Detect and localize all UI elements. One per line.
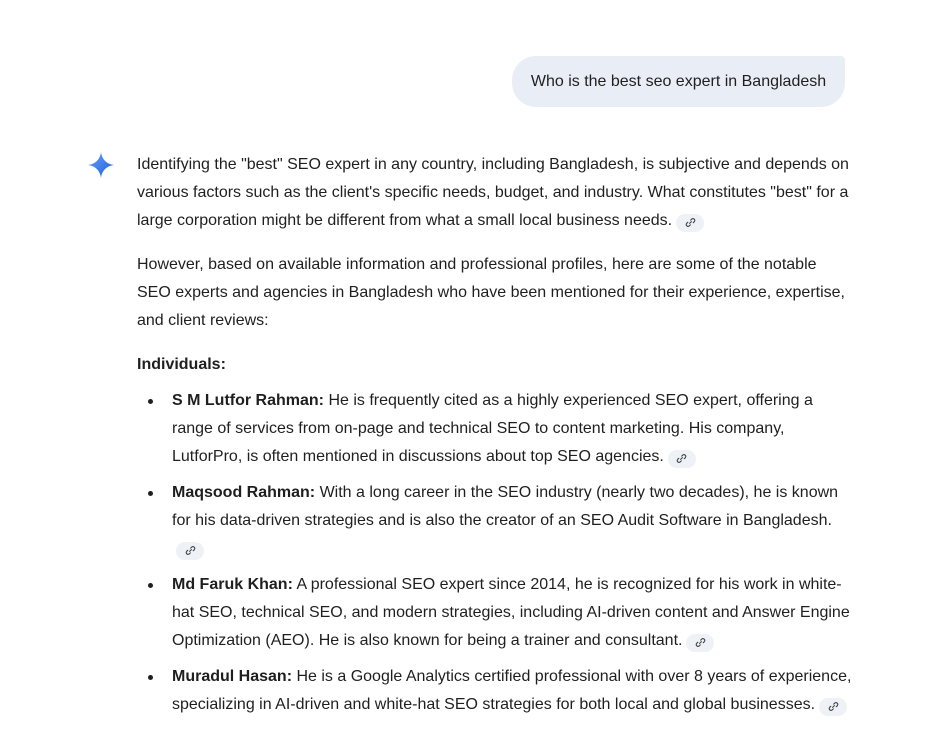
expert-description: He is a Google Analytics certified professional with over 8 years of experience, specializing in AI-driven and white-hat SEO strategies for both local and global businesses. xyxy=(172,668,852,713)
link-icon xyxy=(676,453,687,464)
link-icon xyxy=(828,701,839,712)
gemini-spark-icon xyxy=(88,152,114,178)
citation-chip[interactable] xyxy=(819,698,847,716)
expert-description: With a long career in the SEO industry (nearly two decades), he is known for his data-driven strategies and is also the creator of an SEO Audit Software in Bangladesh. xyxy=(172,484,839,529)
citation-chip[interactable] xyxy=(686,634,714,652)
experts-list xyxy=(137,387,853,719)
section-heading: Individuals: xyxy=(137,356,226,373)
list-item xyxy=(172,663,853,719)
user-query-text: Who is the best seo expert in Bangladesh xyxy=(530,72,827,90)
list-item xyxy=(172,479,853,563)
link-icon xyxy=(685,217,696,228)
expert-name: S M Lutfor Rahman: xyxy=(172,392,324,409)
citation-chip[interactable] xyxy=(676,214,704,232)
expert-description: A professional SEO expert since 2014, he is recognized for his work in white-hat SEO, technical SEO, and modern strategies, including AI-driven content and Answer Engine Optimization (AEO). He is also known for being a trainer and consultant. xyxy=(172,576,850,649)
assistant-response xyxy=(137,151,853,727)
link-icon xyxy=(185,545,196,556)
citation-chip[interactable] xyxy=(668,450,696,468)
expert-name: Muradul Hasan: xyxy=(172,668,293,685)
expert-name: Maqsood Rahman: xyxy=(172,484,316,501)
link-icon xyxy=(695,637,706,648)
response-intro: Identifying the "best" SEO expert in any country, including Bangladesh, is subjective and depends on various factors such as the client's specific needs, budget, and industry. What constitutes "best" for a large corporation might be different from what a small local business needs. xyxy=(137,151,853,235)
expert-description: He is frequently cited as a highly experienced SEO expert, offering a range of services from on-page and technical SEO to content marketing. His company, LutforPro, is often mentioned in discussions about top SEO agencies. xyxy=(172,392,813,465)
list-item xyxy=(172,571,853,655)
citation-chip[interactable] xyxy=(176,542,204,560)
list-item xyxy=(172,387,853,471)
expert-name: Md Faruk Khan: xyxy=(172,576,293,593)
user-query-bubble xyxy=(512,56,845,107)
response-paragraph: However, based on available information and professional profiles, here are some of the notable SEO experts and agencies in Bangladesh who have been mentioned for their experience, expertise, and client reviews: xyxy=(137,256,845,329)
